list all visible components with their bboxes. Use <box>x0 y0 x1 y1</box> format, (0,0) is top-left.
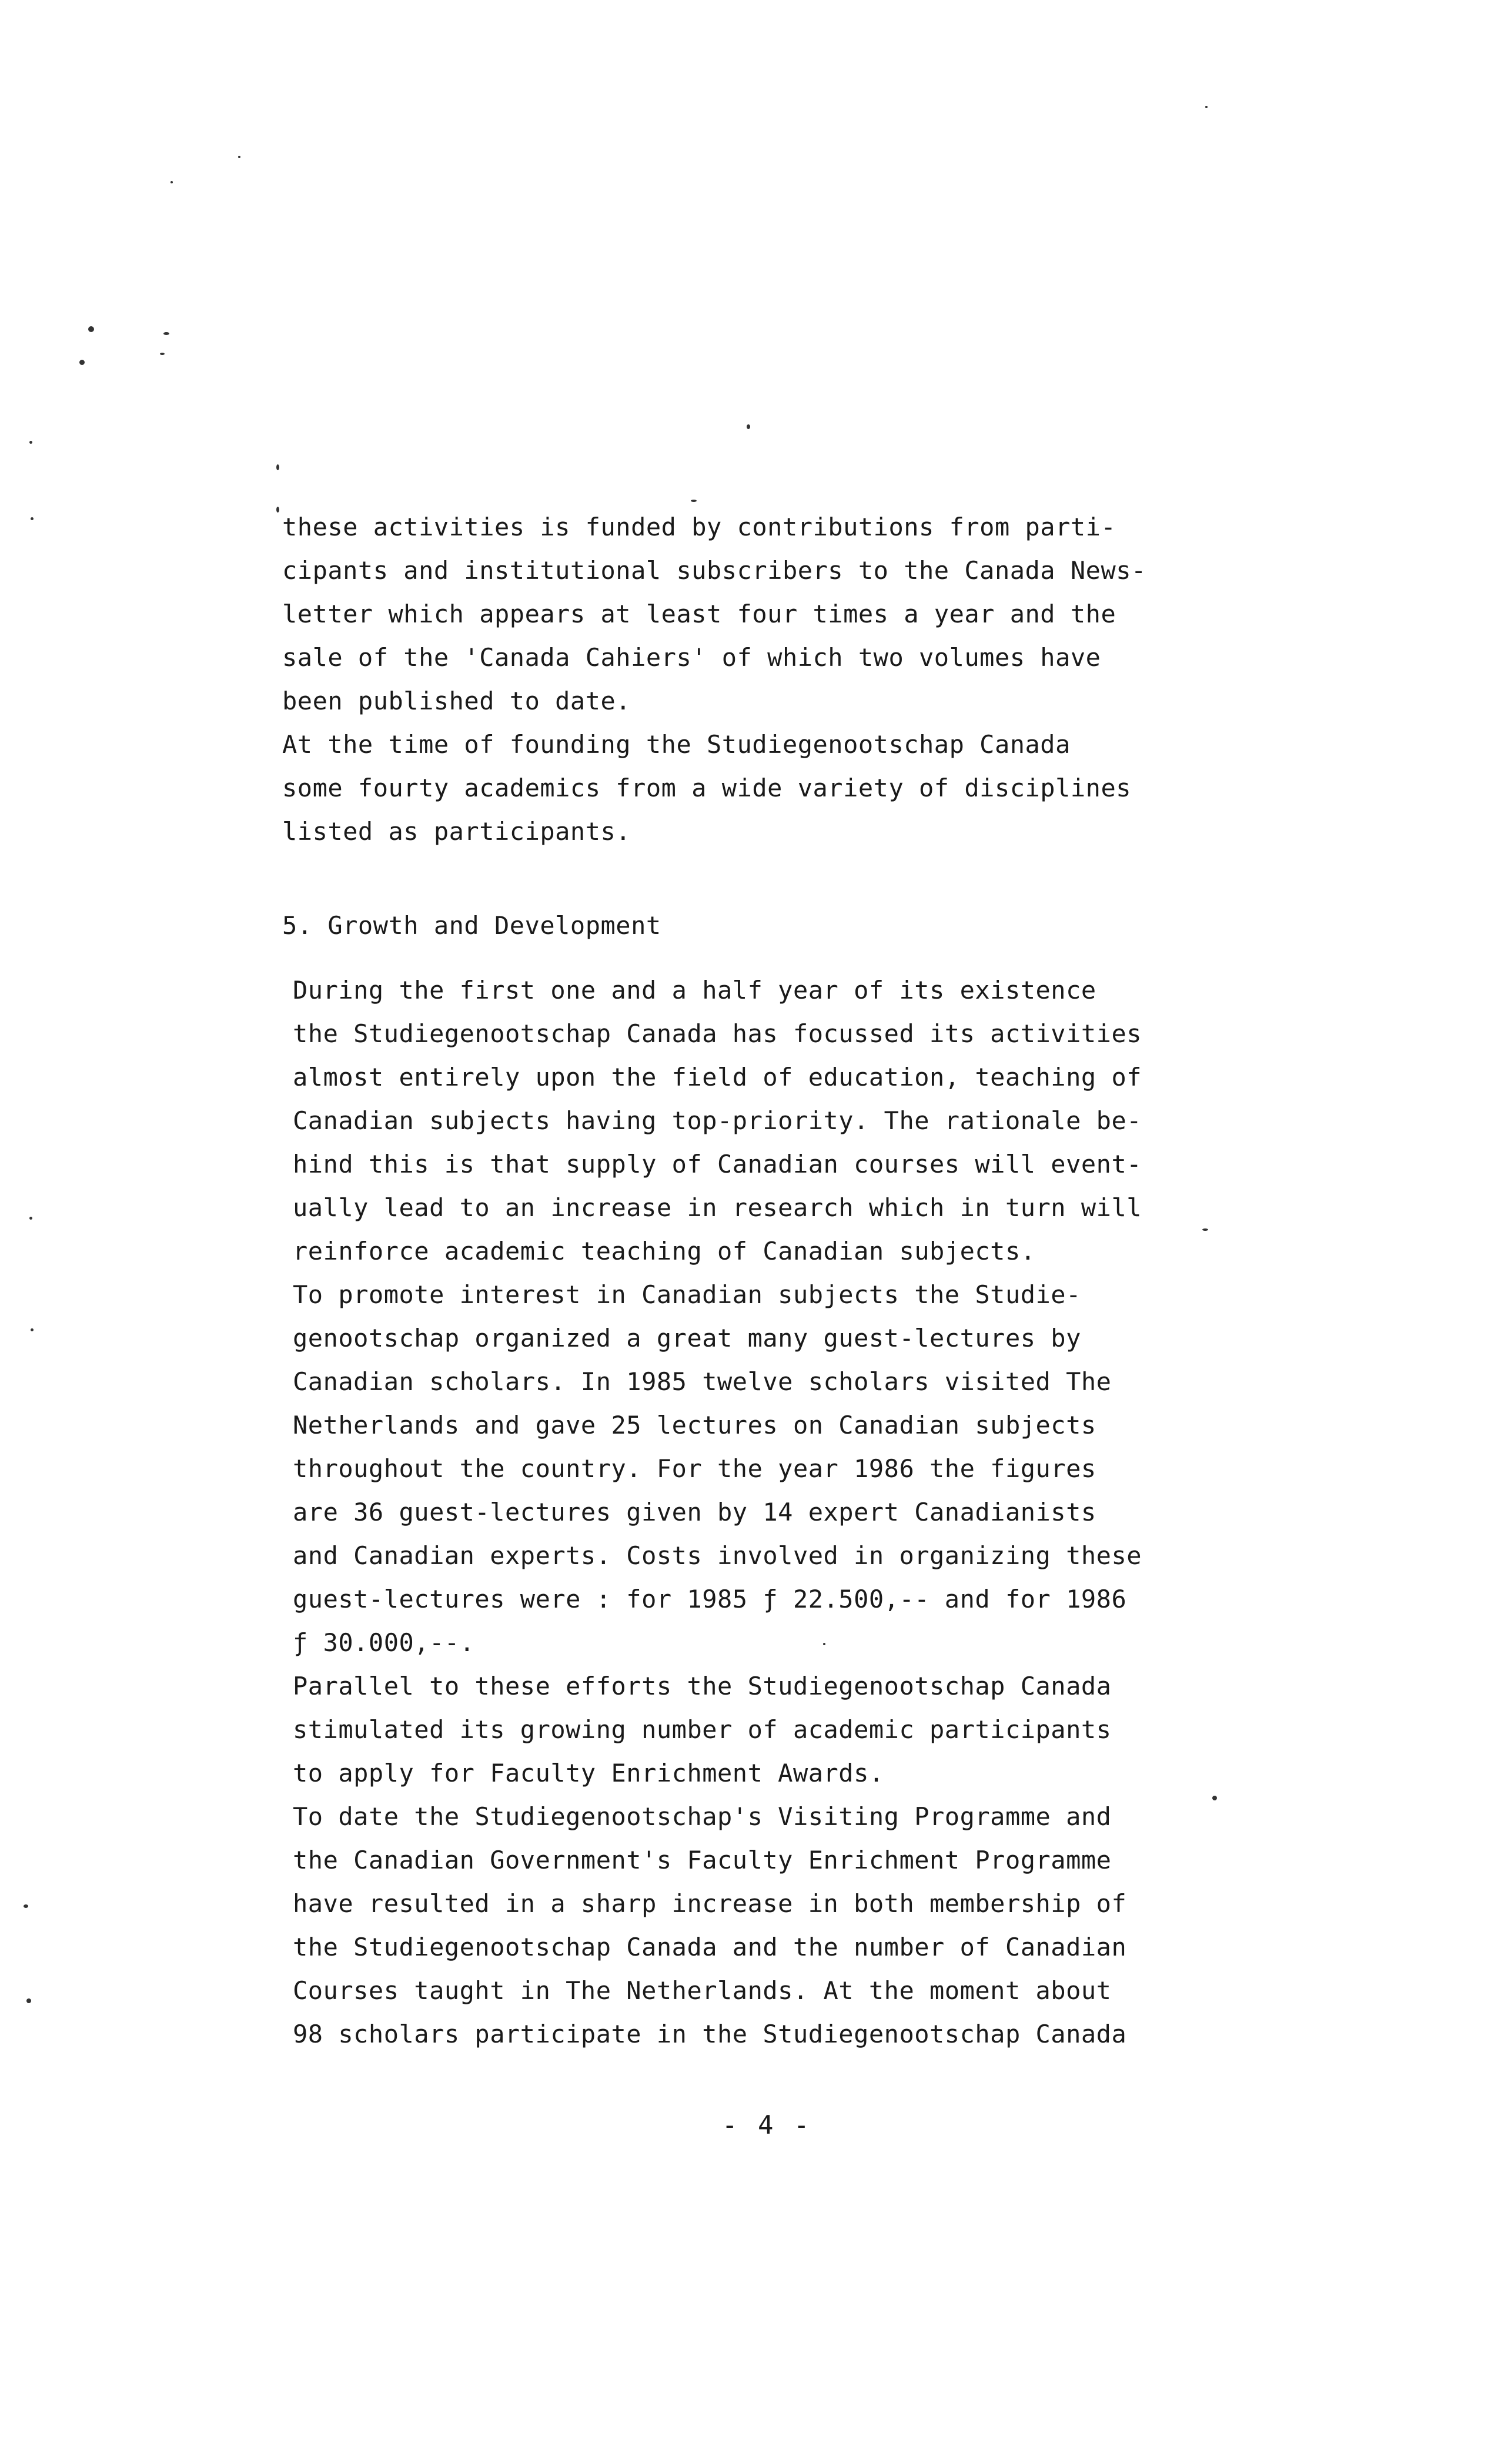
text-line: the Canadian Government's Faculty Enrichment Programme <box>293 1846 1112 1874</box>
text-line: ually lead to an increase in research which in turn will <box>293 1193 1142 1222</box>
scan-speck <box>26 1998 31 2003</box>
scan-speck <box>24 1904 28 1908</box>
text-line: sale of the 'Canada Cahiers' of which two volumes have <box>282 643 1101 672</box>
text-line: letter which appears at least four times a year and the <box>282 600 1116 628</box>
scan-speck <box>31 1328 34 1331</box>
scan-speck <box>276 464 279 470</box>
text-line: have resulted in a sharp increase in both membership of <box>293 1889 1127 1918</box>
text-line: and Canadian experts. Costs involved in organizing these <box>293 1541 1142 1570</box>
scan-speck <box>29 1217 32 1220</box>
text-line: reinforce academic teaching of Canadian subjects. <box>293 1237 1036 1266</box>
text-line: stimulated its growing number of academic participants <box>293 1715 1112 1744</box>
scan-speck <box>1205 106 1208 108</box>
scan-speck <box>29 441 32 444</box>
scan-speck <box>1212 1796 1217 1800</box>
scan-speck <box>88 326 94 332</box>
text-line: cipants and institutional subscribers to the Canada News- <box>282 556 1146 585</box>
text-line: To promote interest in Canadian subjects the Studie- <box>293 1280 1081 1309</box>
text-line: Canadian scholars. In 1985 twelve scholars visited The <box>293 1367 1112 1396</box>
text-line: to apply for Faculty Enrichment Awards. <box>293 1759 884 1787</box>
scan-speck <box>747 424 750 429</box>
text-line: been published to date. <box>282 687 631 715</box>
text-line: are 36 guest-lectures given by 14 expert Canadianists <box>293 1498 1096 1526</box>
scan-speck <box>160 353 165 355</box>
paragraph-continued <box>282 505 1246 853</box>
scan-speck <box>1202 1228 1208 1231</box>
text-line: Netherlands and gave 25 lectures on Canadian subjects <box>293 1411 1096 1439</box>
text-line: the Studiegenootschap Canada and the number of Canadian <box>293 1933 1127 1961</box>
text-line: To date the Studiegenootschap's Visiting Programme and <box>293 1802 1112 1831</box>
text-line: some fourty academics from a wide variety of disciplines <box>282 774 1132 802</box>
text-line: guest-lectures were : for 1985 ƒ 22.500,-- and for 1986 <box>293 1585 1127 1613</box>
section-heading: 5. Growth and Development <box>282 911 661 940</box>
scan-speck <box>163 332 169 335</box>
scan-speck <box>79 360 85 365</box>
scan-speck <box>170 181 173 183</box>
text-line: hind this is that supply of Canadian courses will event- <box>293 1150 1142 1179</box>
text-line: At the time of founding the Studiegenootschap Canada <box>282 730 1071 759</box>
text-line: almost entirely upon the field of education, teaching of <box>293 1063 1142 1092</box>
text-line: Canadian subjects having top-priority. The rationale be- <box>293 1106 1142 1135</box>
text-line: 98 scholars participate in the Studiegenootschap Canada <box>293 2020 1127 2048</box>
scan-speck <box>276 507 279 513</box>
text-line: ƒ 30.000,--. <box>293 1628 475 1657</box>
text-line: During the first one and a half year of its existence <box>293 976 1096 1005</box>
paragraph-growth <box>293 969 1257 2056</box>
text-line: Parallel to these efforts the Studiegenootschap Canada <box>293 1672 1112 1700</box>
text-line: Courses taught in The Netherlands. At the moment about <box>293 1976 1112 2005</box>
text-line: the Studiegenootschap Canada has focussed its activities <box>293 1019 1142 1048</box>
scan-speck <box>238 156 240 158</box>
text-line: genootschap organized a great many guest-lectures by <box>293 1324 1081 1352</box>
scan-speck <box>823 1643 825 1645</box>
scan-speck <box>691 500 697 502</box>
text-line: listed as participants. <box>282 817 631 846</box>
text-line: throughout the country. For the year 1986 the figures <box>293 1454 1096 1483</box>
page-number-label: - 4 - <box>722 2110 812 2140</box>
text-line: these activities is funded by contributions from parti- <box>282 513 1116 541</box>
scan-speck <box>31 517 34 520</box>
